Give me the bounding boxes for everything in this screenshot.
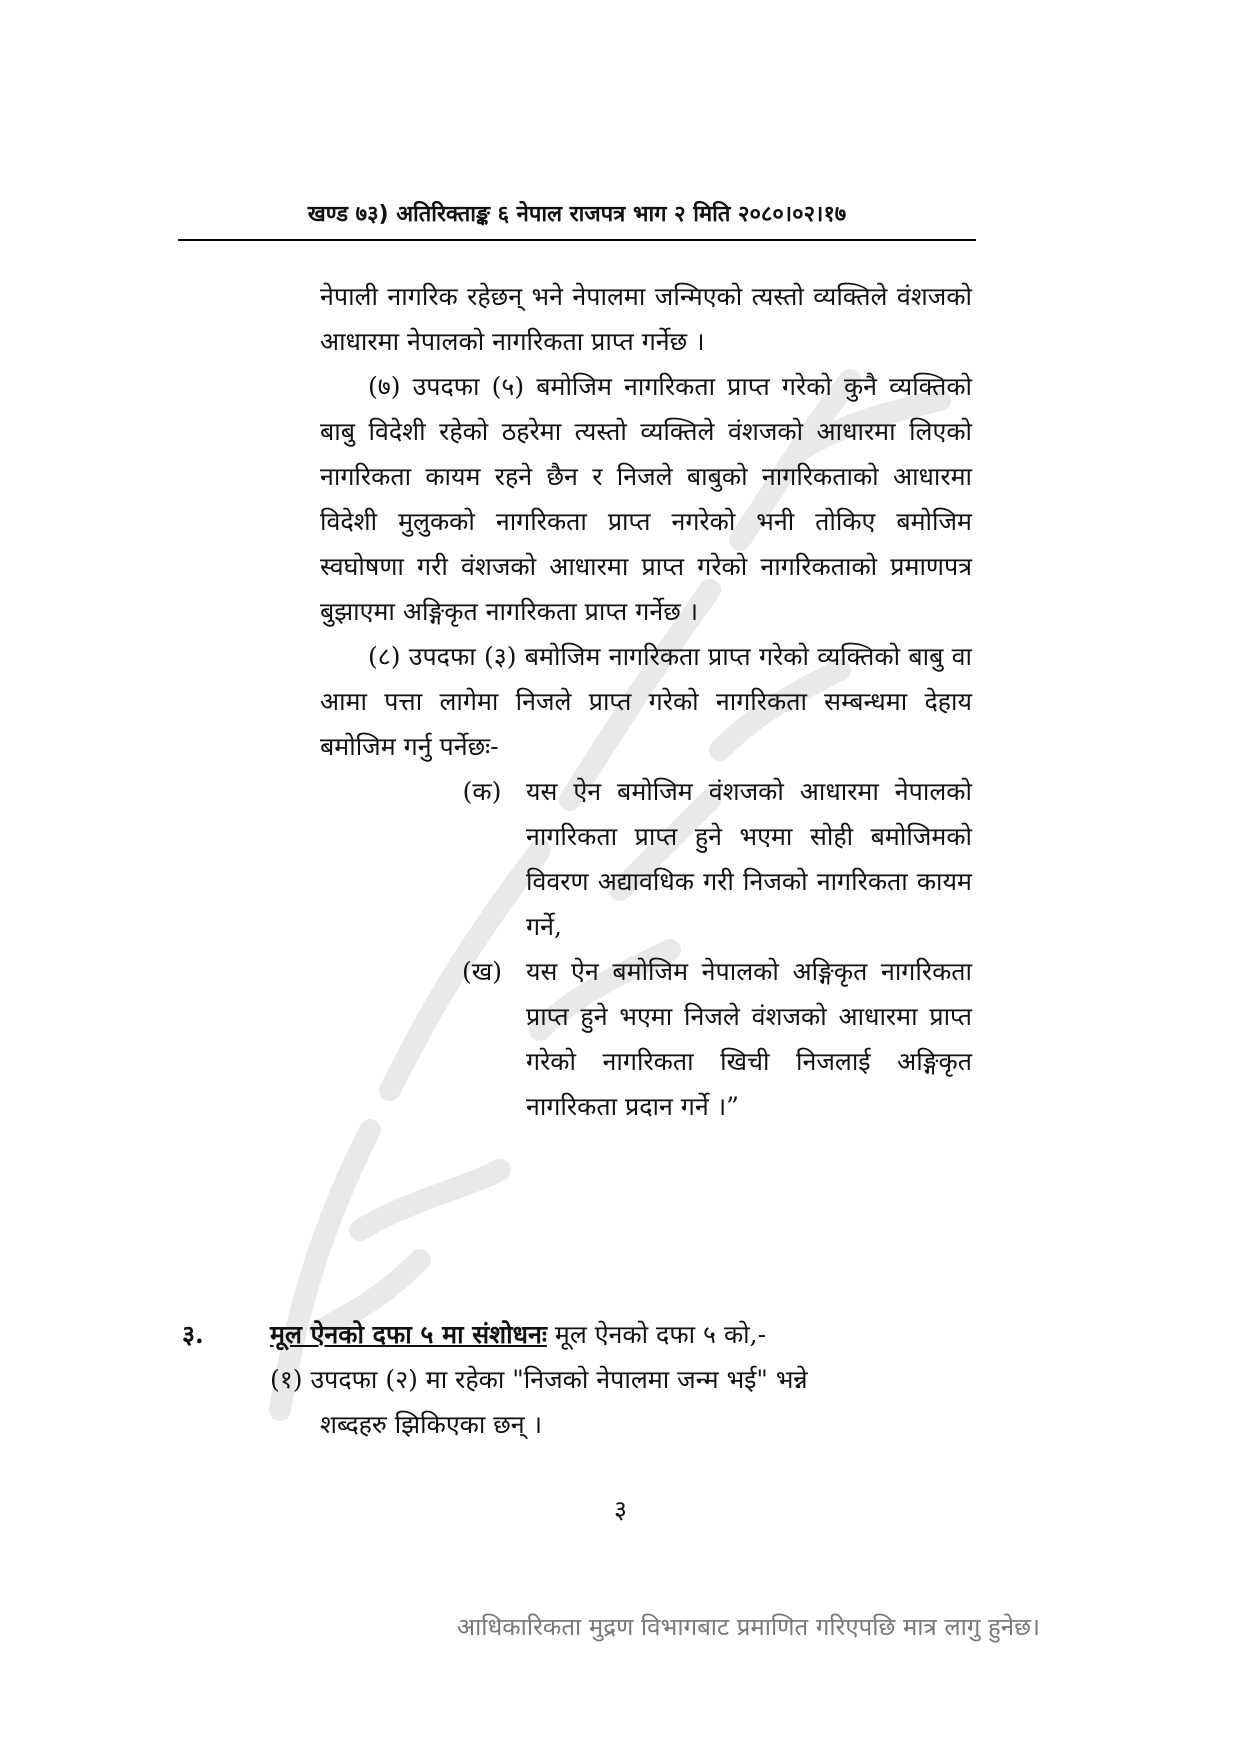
section-heading-line	[270, 1312, 766, 1357]
paragraph-continuation: नेपाली नागरिक रहेछन् भने नेपालमा जन्मिएको त्यस्तो व्यक्तिले वंशजको आधारमा नेपालको नागरिकता प्राप्त गर्नेछ ।	[320, 282, 972, 356]
header-divider	[178, 239, 976, 241]
section-heading: मूल ऐनको दफा ५ मा संशोधनः	[270, 1320, 547, 1349]
main-text	[320, 274, 972, 1129]
list-item	[320, 769, 972, 949]
section-heading-row	[182, 1312, 972, 1357]
section-number: ३.	[182, 1320, 204, 1349]
footer-note: आधिकारिकता मुद्रण विभागबाट प्रमाणित गरिएपछि मात्र लागु हुनेछ।	[456, 1613, 1040, 1641]
page-number: ३	[613, 1495, 627, 1524]
section-intro: मूल ऐनको दफा ५ को,-	[554, 1320, 767, 1349]
paragraph-8: (८) उपदफा (३) बमोजिम नागरिकता प्राप्त गरेको व्यक्तिको बाबु वा आमा पत्ता लागेमा निजले प्राप्त गरेको नागरिकता सम्बन्धमा देहाय बमोजिम गर्नु पर्नेछः-	[320, 642, 972, 761]
item-label: (ख)	[462, 957, 502, 986]
running-header: खण्ड ७३) अतिरिक्ताङ्क ६ नेपाल राजपत्र भाग २ मिति २०८०।०२।१७	[307, 202, 847, 227]
list-item	[320, 949, 972, 1129]
item-label: (क)	[462, 777, 502, 806]
paragraph-7: (७) उपदफा (५) बमोजिम नागरिकता प्राप्त गरेको कुनै व्यक्तिको बाबु विदेशी रहेको ठहरेमा त्यस्तो व्यक्तिले वंशजको आधारमा लिएको नागरिकता कायम रहने छैन र निजले बाबुको नागरिकताको आधारमा विदेशी मुलुकको नागरिकता प्राप्त नगरेको भनी तोकिए बमोजिम स्वघोषणा गरी वंशजको आधारमा प्राप्त गरेको नागरिकताको प्रमाणपत्र बुझाएमा अङ्गिकृत नागरिकता प्राप्त गर्नेछ ।	[320, 372, 972, 626]
subsection-1-line2: शब्दहरु झिकिएका छन् ।	[320, 1410, 543, 1439]
section-3	[182, 1312, 972, 1447]
subsection-1-line1: (१) उपदफा (२) मा रहेका "निजको नेपालमा जन्म भई" भन्ने	[270, 1365, 808, 1394]
item-text: यस ऐन बमोजिम नेपालको अङ्गिकृत नागरिकता प्राप्त हुने भएमा निजले वंशजको आधारमा प्राप्त गरेको नागरिकता खिची निजलाई अङ्गिकृत नागरिकता प्रदान गर्ने ।”	[526, 957, 972, 1121]
item-text: यस ऐन बमोजिम वंशजको आधारमा नेपालको नागरिकता प्राप्त हुने भएमा सोही बमोजिमको विवरण अद्यावधिक गरी निजको नागरिकता कायम गर्ने,	[526, 777, 972, 941]
